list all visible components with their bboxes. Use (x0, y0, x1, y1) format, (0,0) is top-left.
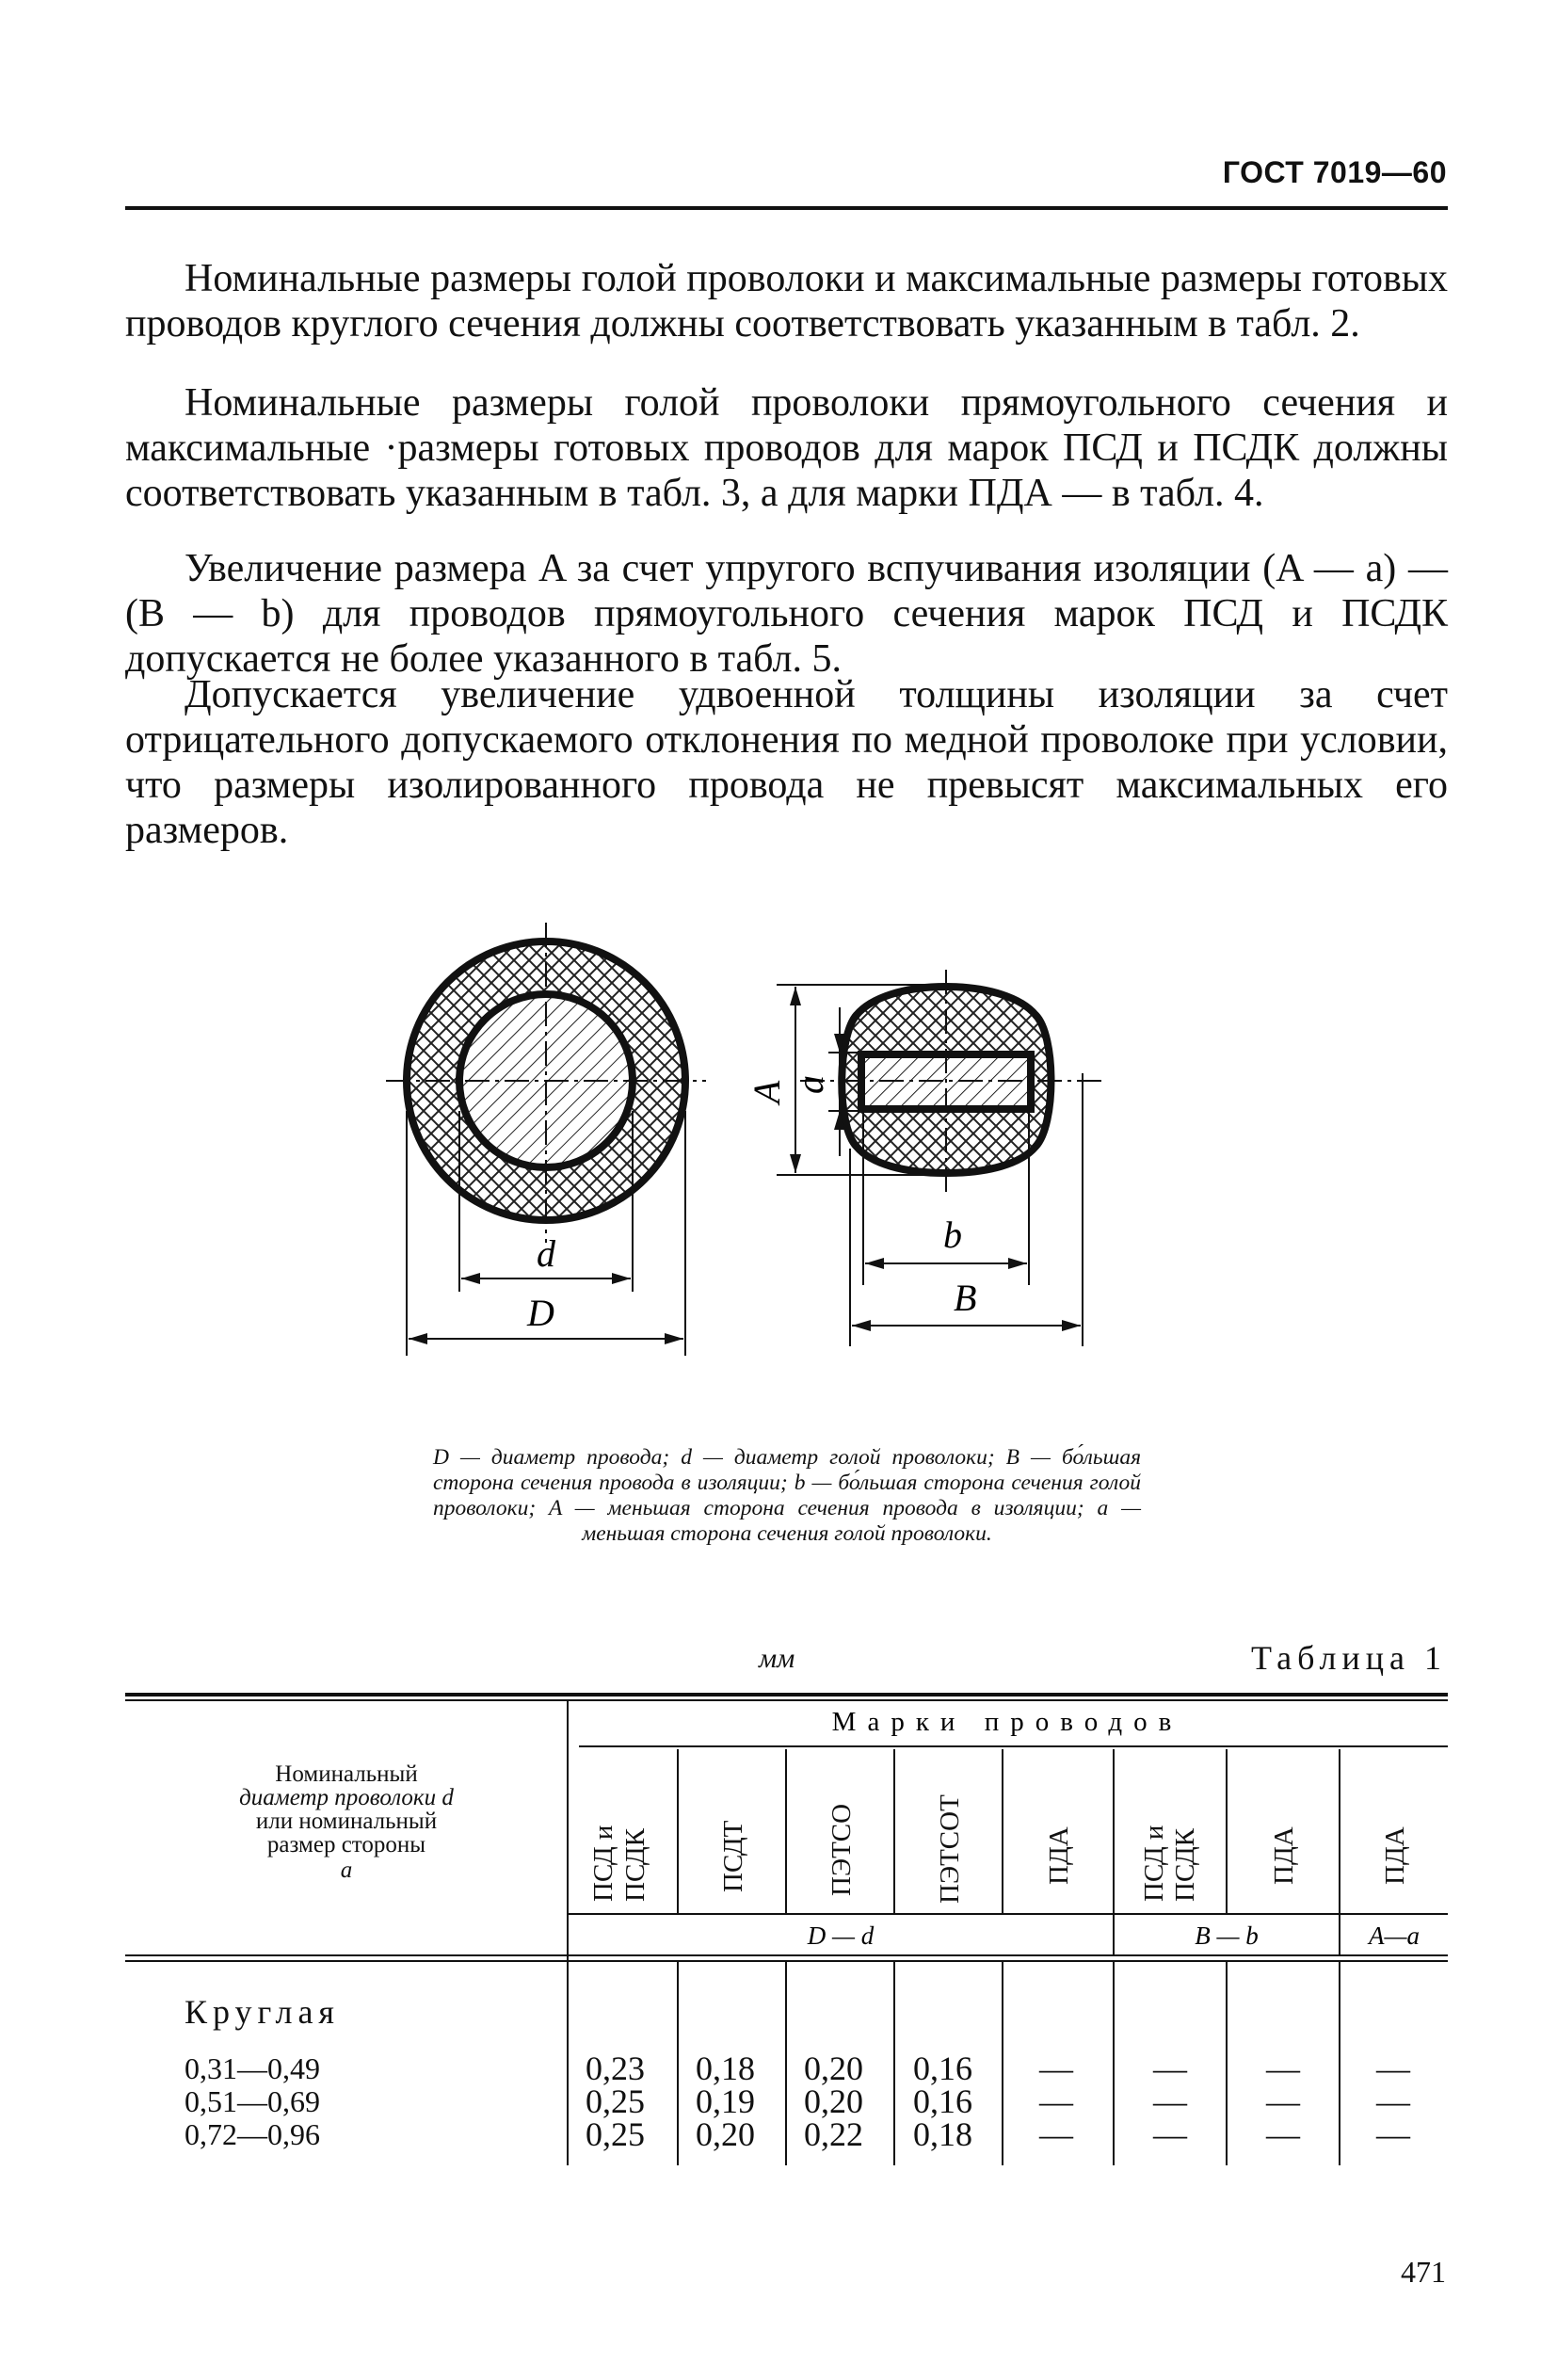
row-header (239, 1761, 454, 1883)
label-A: A (746, 1080, 788, 1104)
subheader-a-minus-a: A—a (1369, 1922, 1420, 1950)
page-number: 471 (1401, 2255, 1446, 2289)
col-header-line: ПСДК (620, 1828, 650, 1902)
row-header-line: диаметр проволоки d (239, 1785, 454, 1810)
value-cell: 0,25 (586, 2115, 645, 2153)
value-cell: 0,18 (913, 2115, 972, 2153)
value-cell: 0,16 (913, 2082, 972, 2120)
size-cell: 0,72—0,96 (185, 2117, 320, 2151)
row-header-line: размер стороны (266, 1832, 426, 1857)
size-cell: 0,31—0,49 (185, 2051, 320, 2085)
subheader-b-minus-b: B — b (1195, 1922, 1259, 1950)
value-cell: 0,20 (696, 2115, 755, 2153)
table-title: Таблица 1 (1251, 1639, 1447, 1677)
value-cell: 0,20 (804, 2082, 863, 2120)
value-cell: — (1376, 2050, 1410, 2087)
value-cell: — (1266, 2050, 1300, 2087)
value-cell: 0,18 (696, 2050, 755, 2087)
col-header-line: ПСД и (1139, 1825, 1169, 1902)
value-cell: — (1266, 2082, 1300, 2120)
section-label: Круглая (185, 1993, 340, 2031)
value-cell: 0,20 (804, 2050, 863, 2087)
col-header-line: ПСДТ (718, 1820, 748, 1892)
value-cell: — (1153, 2115, 1187, 2153)
paragraph-4: Допускается увеличение удвоенной толщины изоляции за счет отрицательного допускаемого отклонения по медной проволоке при условии, что размеры изолированного провода не превысят максимальных его размеров. (125, 673, 1448, 852)
standard-code: ГОСТ 7019—60 (1222, 155, 1447, 189)
figure-legend: D — диаметр провода; d — диаметр голой проволоки; B — бо́льшая сторона сечения провода в изоляции; b — бо́льшая сторона сечения голой проволоки; A — меньшая сторона сечения провода в изоляции; a — меньшая сторона сечения голой проволоки. (433, 1445, 1142, 1546)
col-header-line: ПЭТСО (827, 1803, 857, 1896)
group-header: Марки проводов (831, 1707, 1183, 1737)
label-D: D (527, 1292, 554, 1334)
row-header-line: или номинальный (255, 1809, 438, 1834)
value-cell: — (1266, 2115, 1300, 2153)
value-cell: — (1039, 2050, 1073, 2087)
label-B: B (954, 1277, 977, 1319)
col-header-line: ПДА (1269, 1826, 1299, 1885)
value-cell: — (1153, 2082, 1187, 2120)
value-cell: — (1039, 2082, 1073, 2120)
value-cell: — (1153, 2050, 1187, 2087)
value-cell: 0,22 (804, 2115, 863, 2153)
paragraph-3: Увеличение размера A за счет упругого вспучивания изоляции (A — a) — (B — b) для проводов прямоугольного сечения марок ПСД и ПСДК допускается не более указанного в табл. 5. (125, 547, 1448, 681)
units-label: мм (759, 1643, 795, 1674)
label-d: d (537, 1232, 555, 1275)
value-cell: 0,23 (586, 2050, 645, 2087)
paragraph-1: Номинальные размеры голой проволоки и максимальные размеры готовых проводов круглого сечения должны соответствовать указанным в табл. 2. (125, 257, 1448, 346)
col-header-line: ПДА (1380, 1826, 1410, 1885)
paragraph-2: Номинальные размеры голой проволоки прямоугольного сечения и максимальные ·размеры готовых проводов для марок ПСД и ПСДК должны соответствовать указанным в табл. 3, а для марки ПДА — в табл. 4. (125, 381, 1448, 515)
subheader-d-minus-d: D — d (807, 1922, 875, 1950)
value-cell: 0,19 (696, 2082, 755, 2120)
label-a: a (789, 1075, 831, 1094)
value-cell: 0,16 (913, 2050, 972, 2087)
col-header-line: ПСДК (1170, 1828, 1200, 1902)
value-cell: — (1376, 2082, 1410, 2120)
col-header-line: ПДА (1044, 1826, 1074, 1885)
col-header-line: ПСД и (588, 1825, 618, 1902)
value-cell: 0,25 (586, 2082, 645, 2120)
value-cell: — (1376, 2115, 1410, 2153)
size-cell: 0,51—0,69 (185, 2084, 320, 2118)
col-header-line: ПЭТСОТ (935, 1794, 965, 1904)
label-b: b (943, 1214, 962, 1256)
value-cell: — (1039, 2115, 1073, 2153)
row-header-line: a (340, 1857, 353, 1883)
row-header-line: Номинальный (275, 1761, 418, 1787)
